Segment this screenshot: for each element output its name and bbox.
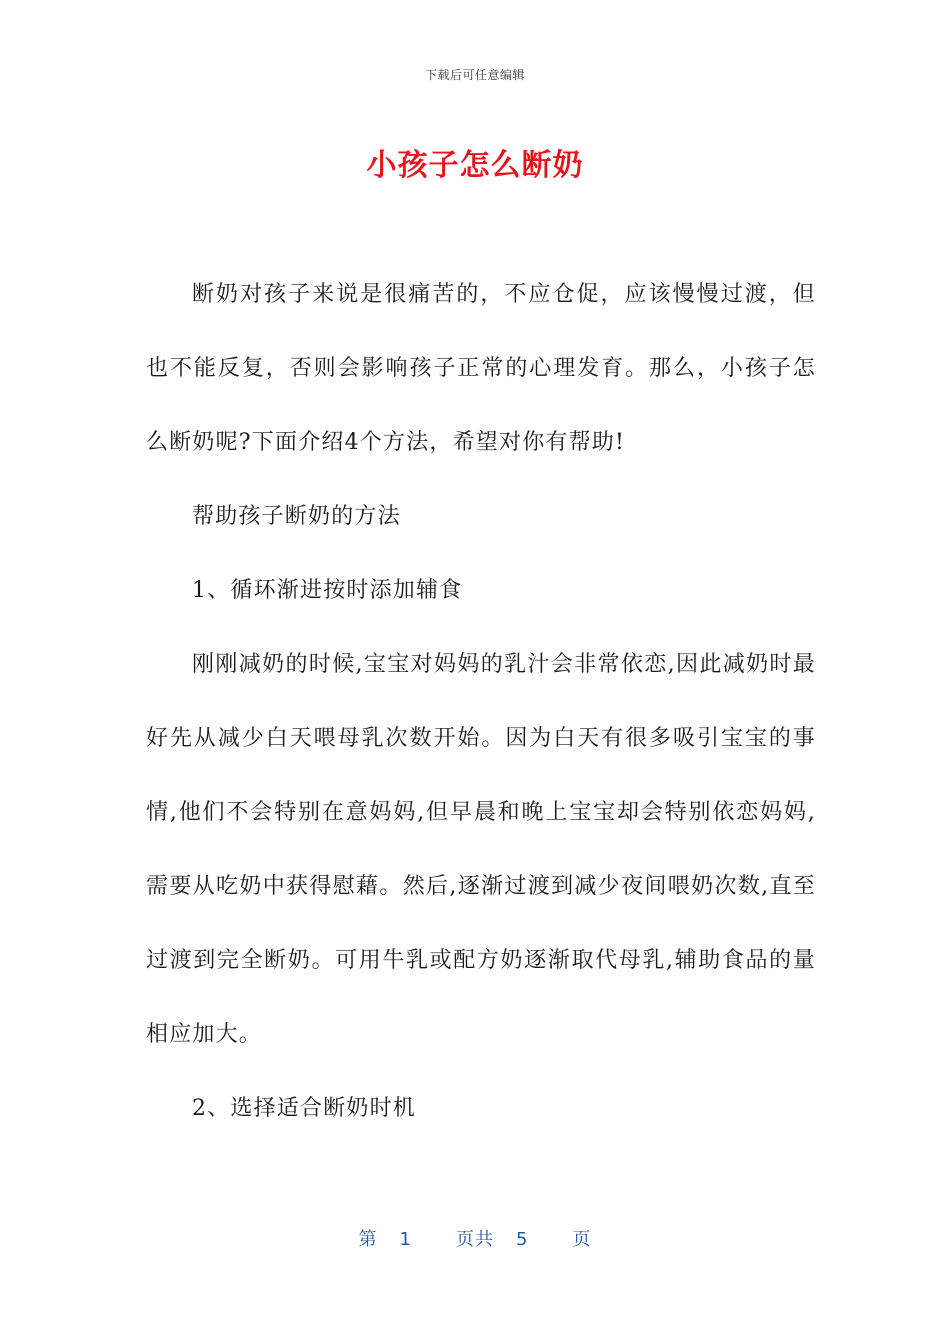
section-heading: 帮助孩子断奶的方法 xyxy=(192,504,401,529)
footer-suffix: 页 xyxy=(572,1229,592,1250)
subheading-1: 1、循环渐进按时添加辅食 xyxy=(192,578,463,603)
header-note: 下载后可任意编辑 xyxy=(424,68,525,82)
document-body xyxy=(146,258,816,1146)
paragraph-intro: 断奶对孩子来说是很痛苦的，不应仓促，应该慢慢过渡，但也不能反复，否则会影响孩子正常的心理发育。那么，小孩子怎么断奶呢?下面介绍4个方法，希望对你有帮助! xyxy=(146,282,816,455)
footer-total-pages: 5 xyxy=(516,1229,529,1250)
footer-prefix: 第 xyxy=(358,1229,378,1250)
footer-current-page: 1 xyxy=(399,1229,412,1250)
paragraph-method-1: 刚刚减奶的时候,宝宝对妈妈的乳汁会非常依恋,因此减奶时最好先从减少白天喂母乳次数开始。因为白天有很多吸引宝宝的事情,他们不会特别在意妈妈,但早晨和晚上宝宝却会特别依恋妈妈,需要从吃奶中获得慰藉。然后,逐渐过渡到减少夜间喂奶次数,直至过渡到完全断奶。可用牛乳或配方奶逐渐取代母乳,辅助食品的量相应加大。 xyxy=(146,652,816,1047)
document-title: 小孩子怎么断奶 xyxy=(366,148,584,183)
page-footer xyxy=(0,1225,950,1251)
subheading-2: 2、选择适合断奶时机 xyxy=(192,1096,416,1121)
footer-middle: 页共 xyxy=(456,1229,494,1250)
